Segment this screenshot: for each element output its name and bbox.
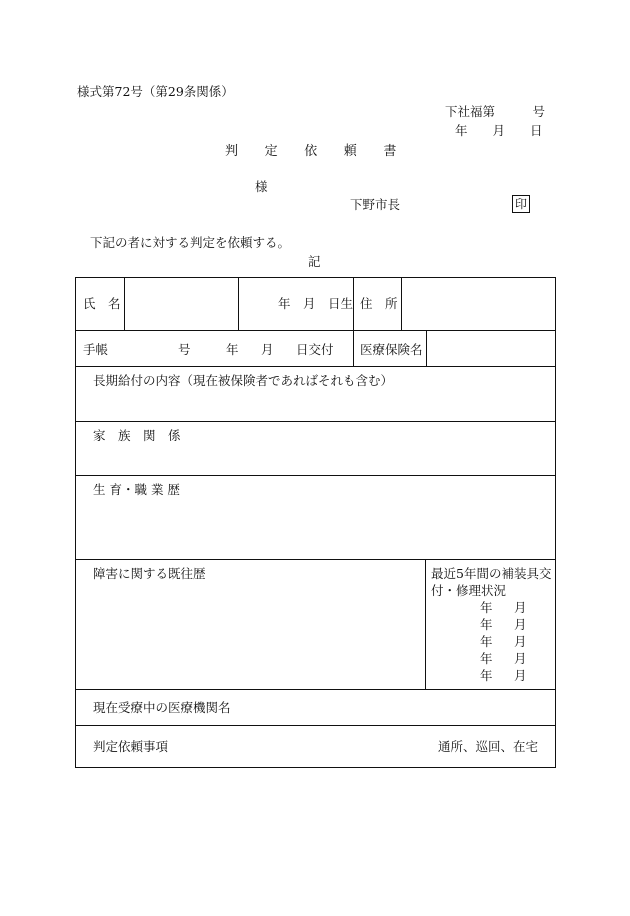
recent-equipment-label-line1: 最近5年間の補装具交 xyxy=(431,566,552,581)
equipment-month: 月 xyxy=(514,668,527,683)
birth-date-label: 年 月 日生 xyxy=(278,296,354,311)
table-row-line xyxy=(75,725,556,726)
equipment-year: 年 xyxy=(480,600,493,615)
table-border-right xyxy=(555,277,556,768)
table-row-line xyxy=(75,559,556,560)
ki-marker: 記 xyxy=(308,254,321,269)
table-col-line xyxy=(238,277,239,331)
techo-issued-day: 日交付 xyxy=(296,342,334,357)
long-term-benefit-label: 長期給付の内容（現在被保険者であればそれも含む） xyxy=(93,373,394,388)
table-col-line xyxy=(401,277,402,331)
table-col-line xyxy=(426,330,427,367)
name-label: 氏 名 xyxy=(83,296,121,311)
table-border-bottom xyxy=(75,767,556,768)
equipment-year: 年 xyxy=(480,651,493,666)
equipment-year: 年 xyxy=(480,668,493,683)
current-medical-institution-label: 現在受療中の医療機関名 xyxy=(93,700,231,715)
family-relations-label: 家 族 関 係 xyxy=(93,428,181,443)
table-border-top xyxy=(75,277,556,278)
seal-mark: 印 xyxy=(512,195,530,213)
insurer-label: 医療保険名 xyxy=(360,342,423,357)
reference-number: 下社福第 号 xyxy=(445,104,546,119)
recent-equipment-label-line2: 付・修理状況 xyxy=(431,583,507,598)
equipment-year: 年 xyxy=(480,634,493,649)
techo-year: 年 xyxy=(226,342,239,357)
table-row-line xyxy=(75,689,556,690)
sender-title: 下野市長 xyxy=(350,197,401,212)
table-col-line xyxy=(124,277,125,331)
table-row-line xyxy=(75,330,556,331)
form-number: 様式第72号（第29条関係） xyxy=(77,84,234,99)
table-row-line xyxy=(75,421,556,422)
table-col-line xyxy=(353,277,354,367)
intro-text: 下記の者に対する判定を依頼する。 xyxy=(90,235,291,250)
date-line: 年 月 日 xyxy=(455,123,543,138)
techo-month: 月 xyxy=(261,342,274,357)
request-items-label: 判定依頼事項 xyxy=(93,739,169,754)
techo-label: 手帳 xyxy=(83,342,109,357)
document-title: 判 定 依 頼 書 xyxy=(225,144,397,159)
equipment-month: 月 xyxy=(514,651,527,666)
addressee-suffix: 様 xyxy=(255,179,268,194)
table-row-line xyxy=(75,475,556,476)
table-row-line xyxy=(75,366,556,367)
request-options: 通所、巡回、在宅 xyxy=(438,739,539,754)
address-label: 住 所 xyxy=(360,296,398,311)
equipment-month: 月 xyxy=(514,634,527,649)
equipment-year: 年 xyxy=(480,617,493,632)
disability-history-label: 障害に関する既往歴 xyxy=(93,566,206,581)
equipment-month: 月 xyxy=(514,617,527,632)
upbringing-career-label: 生 育・職 業 歴 xyxy=(93,482,180,497)
table-border-left xyxy=(75,277,76,768)
equipment-month: 月 xyxy=(514,600,527,615)
table-col-line xyxy=(425,559,426,690)
techo-number-suffix: 号 xyxy=(178,342,191,357)
